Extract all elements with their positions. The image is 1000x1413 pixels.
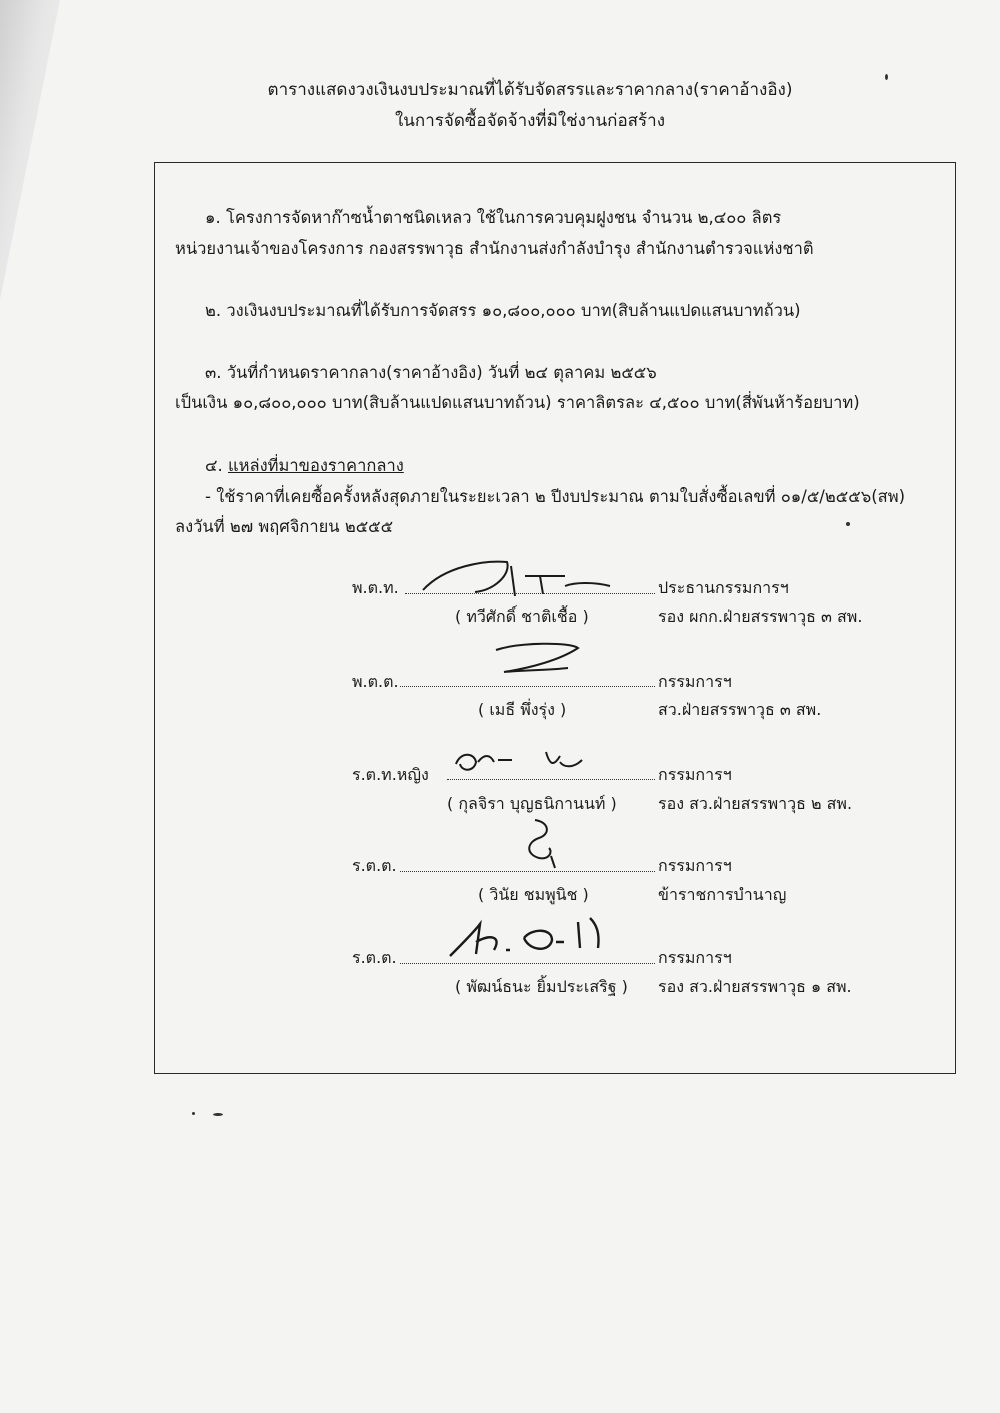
signatory-4-rank: ร.ต.ต.: [352, 856, 397, 875]
scan-speck: [192, 1112, 195, 1115]
signatory-5-signature: [440, 902, 620, 966]
signatory-2-name: ( เมธี พึ่งรุ่ง ): [478, 700, 567, 719]
signatory-1-rank: พ.ต.ท.: [352, 578, 399, 597]
signatory-4-signature: [505, 812, 575, 872]
signatory-5-name: ( พัฒน์ธนะ ยิ้มประเสริฐ ): [455, 977, 628, 996]
signatory-1-role: ประธานกรรมการฯ: [658, 578, 789, 597]
item3-line1: ๓. วันที่กำหนดราคากลาง(ราคาอ้างอิง) วันที่ ๒๔ ตุลาคม ๒๕๕๖: [205, 363, 657, 382]
signatory-3-position: รอง สว.ฝ่ายสรรพาวุธ ๒ สพ.: [658, 794, 853, 813]
signatory-1-signature: [415, 556, 615, 600]
signatory-2-position: สว.ฝ่ายสรรพาวุธ ๓ สพ.: [658, 700, 822, 719]
scan-speck: [846, 522, 850, 526]
item1-line2: หน่วยงานเจ้าของโครงการ กองสรรพาวุธ สำนักงานส่งกำลังบำรุง สำนักงานตำรวจแห่งชาติ: [175, 239, 814, 258]
scan-corner-shadow: [0, 0, 60, 300]
signatory-5-position: รอง สว.ฝ่ายสรรพาวุธ ๑ สพ.: [658, 977, 852, 996]
item2-line1: ๒. วงเงินงบประมาณที่ได้รับการจัดสรร ๑๐,๘๐๐,๐๐๐ บาท(สิบล้านแปดแสนบาทถ้วน): [205, 301, 801, 320]
item4-heading: แหล่งที่มาของราคากลาง: [227, 456, 404, 475]
signatory-4-role: กรรมการฯ: [658, 856, 732, 875]
document-title-line2: ในการจัดซื้อจัดจ้างที่มิใช่งานก่อสร้าง: [394, 111, 666, 131]
signatory-2-signature: [490, 640, 590, 680]
signatory-4-name: ( วินัย ชมพูนิช ): [478, 885, 589, 904]
signatory-2-role: กรรมการฯ: [658, 672, 732, 691]
signatory-1-position: รอง ผกก.ฝ่ายสรรพาวุธ ๓ สพ.: [658, 607, 863, 626]
signatory-4-position: ข้าราชการบำนาญ: [658, 885, 787, 904]
signatory-3-name: ( กุลจิรา บุญธนิกานนท์ ): [447, 794, 617, 813]
item4-number: ๔.: [205, 456, 228, 475]
signatory-3-role: กรรมการฯ: [658, 765, 732, 784]
signatory-1-name: ( ทวีศักดิ์ ชาติเชื้อ ): [455, 607, 589, 626]
item1-line1: ๑. โครงการจัดหาก๊าซน้ำตาชนิดเหลว ใช้ในการควบคุมฝูงชน จำนวน ๒,๔๐๐ ลิตร: [205, 208, 782, 227]
item4-line2: ลงวันที่ ๒๗ พฤศจิกายน ๒๕๕๕: [175, 517, 394, 536]
document-title-line1: ตารางแสดงวงเงินงบประมาณที่ได้รับจัดสรรและราคากลาง(ราคาอ้างอิง): [267, 80, 793, 100]
signatory-2-rank: พ.ต.ต.: [352, 672, 399, 691]
item4-line1: - ใช้ราคาที่เคยซื้อครั้งหลังสุดภายในระยะเวลา ๒ ปีงบประมาณ ตามใบสั่งซื้อเลขที่ ๐๑/๕/๒๕๕๖(สพ): [205, 487, 906, 506]
signatory-5-role: กรรมการฯ: [658, 948, 732, 967]
scan-speck: [885, 74, 888, 80]
signatory-5-rank: ร.ต.ต.: [352, 948, 397, 967]
item4-heading-line: [205, 455, 404, 477]
item3-line2: เป็นเงิน ๑๐,๘๐๐,๐๐๐ บาท(สิบล้านแปดแสนบาทถ้วน) ราคาลิตรละ ๔,๕๐๐ บาท(สี่พันห้าร้อยบาท): [175, 393, 860, 412]
scan-speck: [213, 1113, 223, 1116]
signatory-2-signature-line: [400, 686, 655, 687]
signatory-3-rank: ร.ต.ท.หญิง: [352, 765, 429, 784]
signatory-3-signature: [450, 742, 590, 782]
